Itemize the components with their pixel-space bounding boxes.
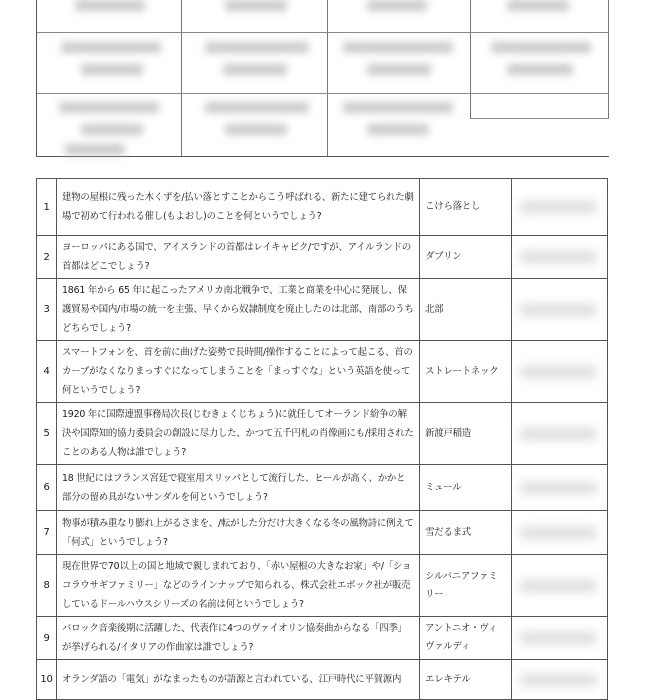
question-text: オランダ語の「電気」がなまったものが語源と言われている、江戸時代に平賀源内 <box>57 660 420 700</box>
question-number: 4 <box>37 341 57 403</box>
redacted-table <box>36 0 609 157</box>
quiz-row <box>37 341 608 403</box>
redacted-cell <box>511 179 607 236</box>
quiz-row <box>37 555 608 617</box>
question-text: バロック音楽後期に活躍した、代表作に4つのヴァイオリン協奏曲からなる「四季」が挙げられる/イタリアの作曲家は誰でしょう? <box>57 617 420 660</box>
question-number: 9 <box>37 617 57 660</box>
question-text: ヨーロッパにある国で、アイスランドの首都はレイキャビク/ですが、アイルランドの首都はどこでしょう? <box>57 236 420 279</box>
redacted-cell <box>511 465 607 511</box>
question-number: 7 <box>37 511 57 555</box>
quiz-table <box>36 178 608 700</box>
redacted-cell <box>511 555 607 617</box>
quiz-row <box>37 179 608 236</box>
redacted-cell <box>511 236 607 279</box>
question-number: 1 <box>37 179 57 236</box>
quiz-row <box>37 403 608 465</box>
answer-text: 雪だるま式 <box>420 511 512 555</box>
quiz-row <box>37 617 608 660</box>
quiz-row <box>37 660 608 700</box>
redacted-cell <box>511 403 607 465</box>
quiz-row <box>37 465 608 511</box>
quiz-row <box>37 511 608 555</box>
answer-text: ミュール <box>420 465 512 511</box>
answer-text: 北部 <box>420 279 512 341</box>
answer-text: エレキテル <box>420 660 512 700</box>
question-text: 18 世紀にはフランス宮廷で寝室用スリッパとして流行した、ヒールが高く、かかと部分の留め具がないサンダルを何というでしょう? <box>57 465 420 511</box>
question-text: スマートフォンを、首を前に曲げた姿勢で長時間/操作することによって起こる、首のカーブがなくなりまっすぐになってしまうことを「まっすぐな」という英語を使って何というでしょう? <box>57 341 420 403</box>
question-number: 8 <box>37 555 57 617</box>
answer-text: アントニオ・ヴィヴァルディ <box>420 617 512 660</box>
redacted-cell <box>511 279 607 341</box>
question-text: 物事が積み重なり膨れ上がるさまを、/転がした分だけ大きくなる冬の風物詩に例えて「何式」というでしょう? <box>57 511 420 555</box>
redacted-cell <box>511 660 607 700</box>
question-text: 1861 年から 65 年に起こったアメリカ南北戦争で、工業と商業を中心に発展し、保護貿易や国内/市場の統一を主張、早くから奴隷制度を廃止したのは北部、南部のうちどちらでしょう? <box>57 279 420 341</box>
answer-text: ストレートネック <box>420 341 512 403</box>
question-text: 現在世界で70以上の国と地域で親しまれており、「赤い屋根の大きなお家」や/「ショコラウサギファミリー」などのラインナップで知られる、株式会社エポック社が販売しているドールハウスシリーズの名前は何というでしょう? <box>57 555 420 617</box>
question-number: 2 <box>37 236 57 279</box>
answer-text: こけら落とし <box>420 179 512 236</box>
question-number: 3 <box>37 279 57 341</box>
quiz-row <box>37 279 608 341</box>
question-text: 1920 年に国際連盟事務局次長(じむきょくじちょう)に就任してオーランド紛争の解決や国際知的協力委員会の創設に尽力した、かつて五千円札の肖像画にも/採用されたことのある人物は誰でしょう? <box>57 403 420 465</box>
redacted-cell <box>511 511 607 555</box>
question-number: 6 <box>37 465 57 511</box>
question-text: 建物の屋根に残った木くずを/払い落とすことからこう呼ばれる、新たに建てられた劇場で初めて行われる催し(もよおし)のことを何というでしょう? <box>57 179 420 236</box>
answer-text: ダブリン <box>420 236 512 279</box>
quiz-row <box>37 236 608 279</box>
redacted-cell <box>511 341 607 403</box>
question-number: 5 <box>37 403 57 465</box>
answer-text: 新渡戸稲造 <box>420 403 512 465</box>
question-number: 10 <box>37 660 57 700</box>
answer-text: シルバニアファミリー <box>420 555 512 617</box>
redacted-cell <box>511 617 607 660</box>
